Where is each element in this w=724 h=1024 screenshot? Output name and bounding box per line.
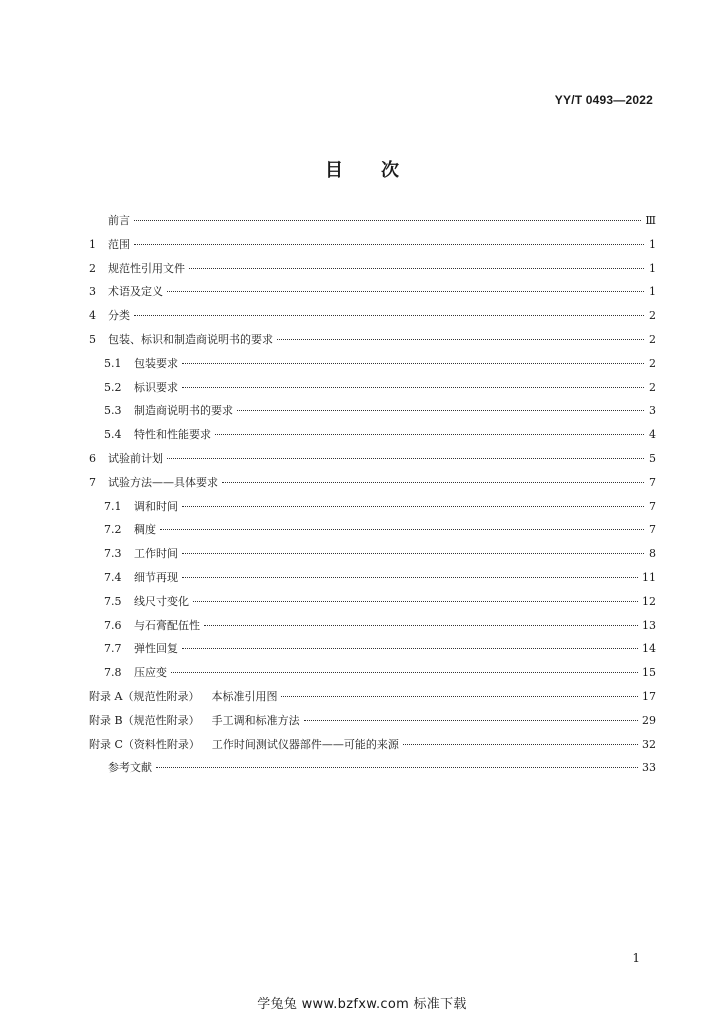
toc-entry[interactable]	[89, 283, 656, 307]
toc-entry-page: 12	[642, 594, 656, 608]
toc-entry[interactable]	[89, 379, 656, 403]
toc-entry-number: 附录 A（规范性附录）	[89, 689, 200, 703]
toc-entry-number: 附录 B（规范性附录）	[89, 713, 200, 727]
toc-entry-label: 细节再现	[134, 570, 178, 584]
page-title	[0, 156, 724, 182]
toc-entry-number: 6	[89, 451, 96, 465]
toc-entry[interactable]	[89, 474, 656, 498]
toc-entry[interactable]	[89, 307, 656, 331]
toc-entry[interactable]	[89, 450, 656, 474]
toc-entry-number: 7.5	[104, 594, 122, 608]
toc-entry-label: 本标准引用图	[211, 689, 278, 703]
toc-leader-dots	[204, 625, 638, 626]
title-char-1: 目	[325, 160, 343, 181]
toc-entry[interactable]	[89, 331, 656, 355]
toc-entry-number: 7.3	[104, 547, 122, 561]
toc-entry-page: 15	[642, 666, 656, 680]
toc-leader-dots	[237, 410, 644, 411]
toc-entry-number: 7.7	[104, 642, 122, 656]
toc-entry-label: 范围	[108, 237, 130, 251]
toc-leader-dots	[281, 696, 638, 697]
toc-leader-dots	[167, 458, 644, 459]
toc-entry-page: 14	[642, 642, 656, 656]
toc-entry-number: 5	[89, 332, 96, 346]
toc-entry-label: 试验方法——具体要求	[108, 475, 218, 489]
toc-entry[interactable]	[89, 640, 656, 664]
toc-entry[interactable]	[89, 521, 656, 545]
toc-leader-dots	[304, 720, 638, 721]
toc-entry-number: 7	[89, 475, 96, 489]
toc-entry-page: 4	[649, 428, 656, 442]
toc-entry-page: 2	[649, 380, 656, 394]
toc-leader-dots	[134, 220, 641, 221]
toc-entry[interactable]	[89, 402, 656, 426]
toc-entry-page: 5	[649, 451, 656, 465]
toc-entry[interactable]	[89, 212, 656, 236]
toc-entry[interactable]	[89, 759, 656, 783]
standard-code: YY/T 0493—2022	[554, 93, 653, 107]
toc-entry-page: 7	[649, 523, 656, 537]
toc-entry[interactable]	[89, 236, 656, 260]
toc-entry[interactable]	[89, 712, 656, 736]
toc-entry-page: 1	[649, 237, 656, 251]
toc-entry[interactable]	[89, 569, 656, 593]
table-of-contents	[89, 212, 656, 783]
toc-entry-number: 5.3	[104, 404, 122, 418]
toc-entry-label: 前言	[108, 214, 130, 227]
toc-entry-label: 包装要求	[134, 356, 178, 370]
toc-entry[interactable]	[89, 664, 656, 688]
toc-entry[interactable]	[89, 736, 656, 760]
toc-entry-number: 7.6	[104, 618, 122, 632]
toc-leader-dots	[160, 529, 644, 530]
toc-entry-label: 调和时间	[134, 499, 178, 513]
toc-entry-number: 7.8	[104, 666, 122, 680]
toc-entry-page: 17	[642, 689, 656, 703]
toc-entry-label: 规范性引用文件	[108, 261, 185, 275]
toc-leader-dots	[277, 339, 644, 340]
toc-entry-label: 参考文献	[108, 761, 152, 775]
toc-entry[interactable]	[89, 498, 656, 522]
toc-leader-dots	[156, 767, 638, 768]
toc-entry-number: 5.4	[104, 428, 122, 442]
toc-entry-label: 标识要求	[134, 380, 178, 394]
toc-entry-label: 弹性回复	[134, 642, 178, 656]
toc-entry-number: 3	[89, 285, 96, 299]
title-char-2: 次	[381, 160, 399, 181]
toc-entry[interactable]	[89, 355, 656, 379]
toc-leader-dots	[167, 291, 644, 292]
toc-entry-label: 线尺寸变化	[134, 594, 189, 608]
footer-watermark: 学兔兔 www.bzfxw.com 标准下载	[257, 997, 467, 1012]
toc-entry-number: 5.1	[104, 356, 122, 370]
toc-entry-number: 2	[89, 261, 96, 275]
toc-entry-label: 稠度	[134, 523, 156, 537]
toc-entry-page: 1	[649, 285, 656, 299]
toc-entry-page: 8	[649, 547, 656, 561]
toc-entry-label: 分类	[108, 309, 130, 323]
toc-entry-page: 7	[649, 475, 656, 489]
toc-leader-dots	[189, 268, 644, 269]
toc-entry-label: 特性和性能要求	[134, 428, 211, 442]
toc-entry-label: 术语及定义	[108, 285, 163, 299]
toc-leader-dots	[182, 506, 644, 507]
toc-leader-dots	[134, 244, 644, 245]
toc-entry-page: 32	[642, 737, 656, 751]
toc-entry-label: 压应变	[134, 666, 167, 680]
toc-entry-label: 与石膏配伍性	[134, 618, 200, 632]
toc-entry-page: 2	[649, 356, 656, 370]
toc-entry-page: 3	[649, 404, 656, 418]
toc-leader-dots	[171, 672, 638, 673]
toc-entry-page: 1	[649, 261, 656, 275]
toc-leader-dots	[193, 601, 638, 602]
toc-leader-dots	[215, 434, 644, 435]
toc-entry[interactable]	[89, 260, 656, 284]
toc-entry-number: 7.1	[104, 499, 122, 513]
toc-entry-page: 2	[649, 309, 656, 323]
toc-entry-number: 附录 C（资料性附录）	[89, 737, 200, 751]
toc-entry-number: 7.4	[104, 570, 122, 584]
toc-leader-dots	[134, 315, 644, 316]
toc-entry-number: 1	[89, 237, 96, 251]
toc-entry[interactable]	[89, 617, 656, 641]
toc-entry-page: 29	[642, 713, 656, 727]
toc-entry-page: Ⅲ	[645, 214, 656, 227]
toc-entry[interactable]	[89, 593, 656, 617]
toc-leader-dots	[182, 577, 638, 578]
toc-entry[interactable]	[89, 545, 656, 569]
toc-entry-page: 7	[649, 499, 656, 513]
toc-leader-dots	[403, 744, 638, 745]
toc-entry-label: 制造商说明书的要求	[134, 404, 233, 418]
toc-entry-label: 工作时间测试仪器部件——可能的来源	[211, 737, 399, 751]
toc-entry-label: 工作时间	[134, 547, 178, 561]
toc-leader-dots	[222, 482, 644, 483]
toc-entry-number: 5.2	[104, 380, 122, 394]
toc-leader-dots	[182, 553, 644, 554]
toc-leader-dots	[182, 363, 644, 364]
toc-entry[interactable]	[89, 426, 656, 450]
toc-entry-page: 2	[649, 332, 656, 346]
toc-entry-label: 试验前计划	[108, 451, 163, 465]
toc-entry-label: 包装、标识和制造商说明书的要求	[108, 332, 273, 346]
toc-entry-page: 33	[642, 761, 656, 775]
toc-entry-page: 13	[642, 618, 656, 632]
toc-leader-dots	[182, 387, 644, 388]
toc-entry-number: 7.2	[104, 523, 122, 537]
toc-leader-dots	[182, 648, 638, 649]
toc-entry-page: 11	[642, 570, 656, 584]
toc-entry-label: 手工调和标准方法	[211, 713, 300, 727]
toc-entry[interactable]	[89, 688, 656, 712]
page-number: 1	[632, 951, 640, 965]
toc-entry-number: 4	[89, 309, 96, 323]
